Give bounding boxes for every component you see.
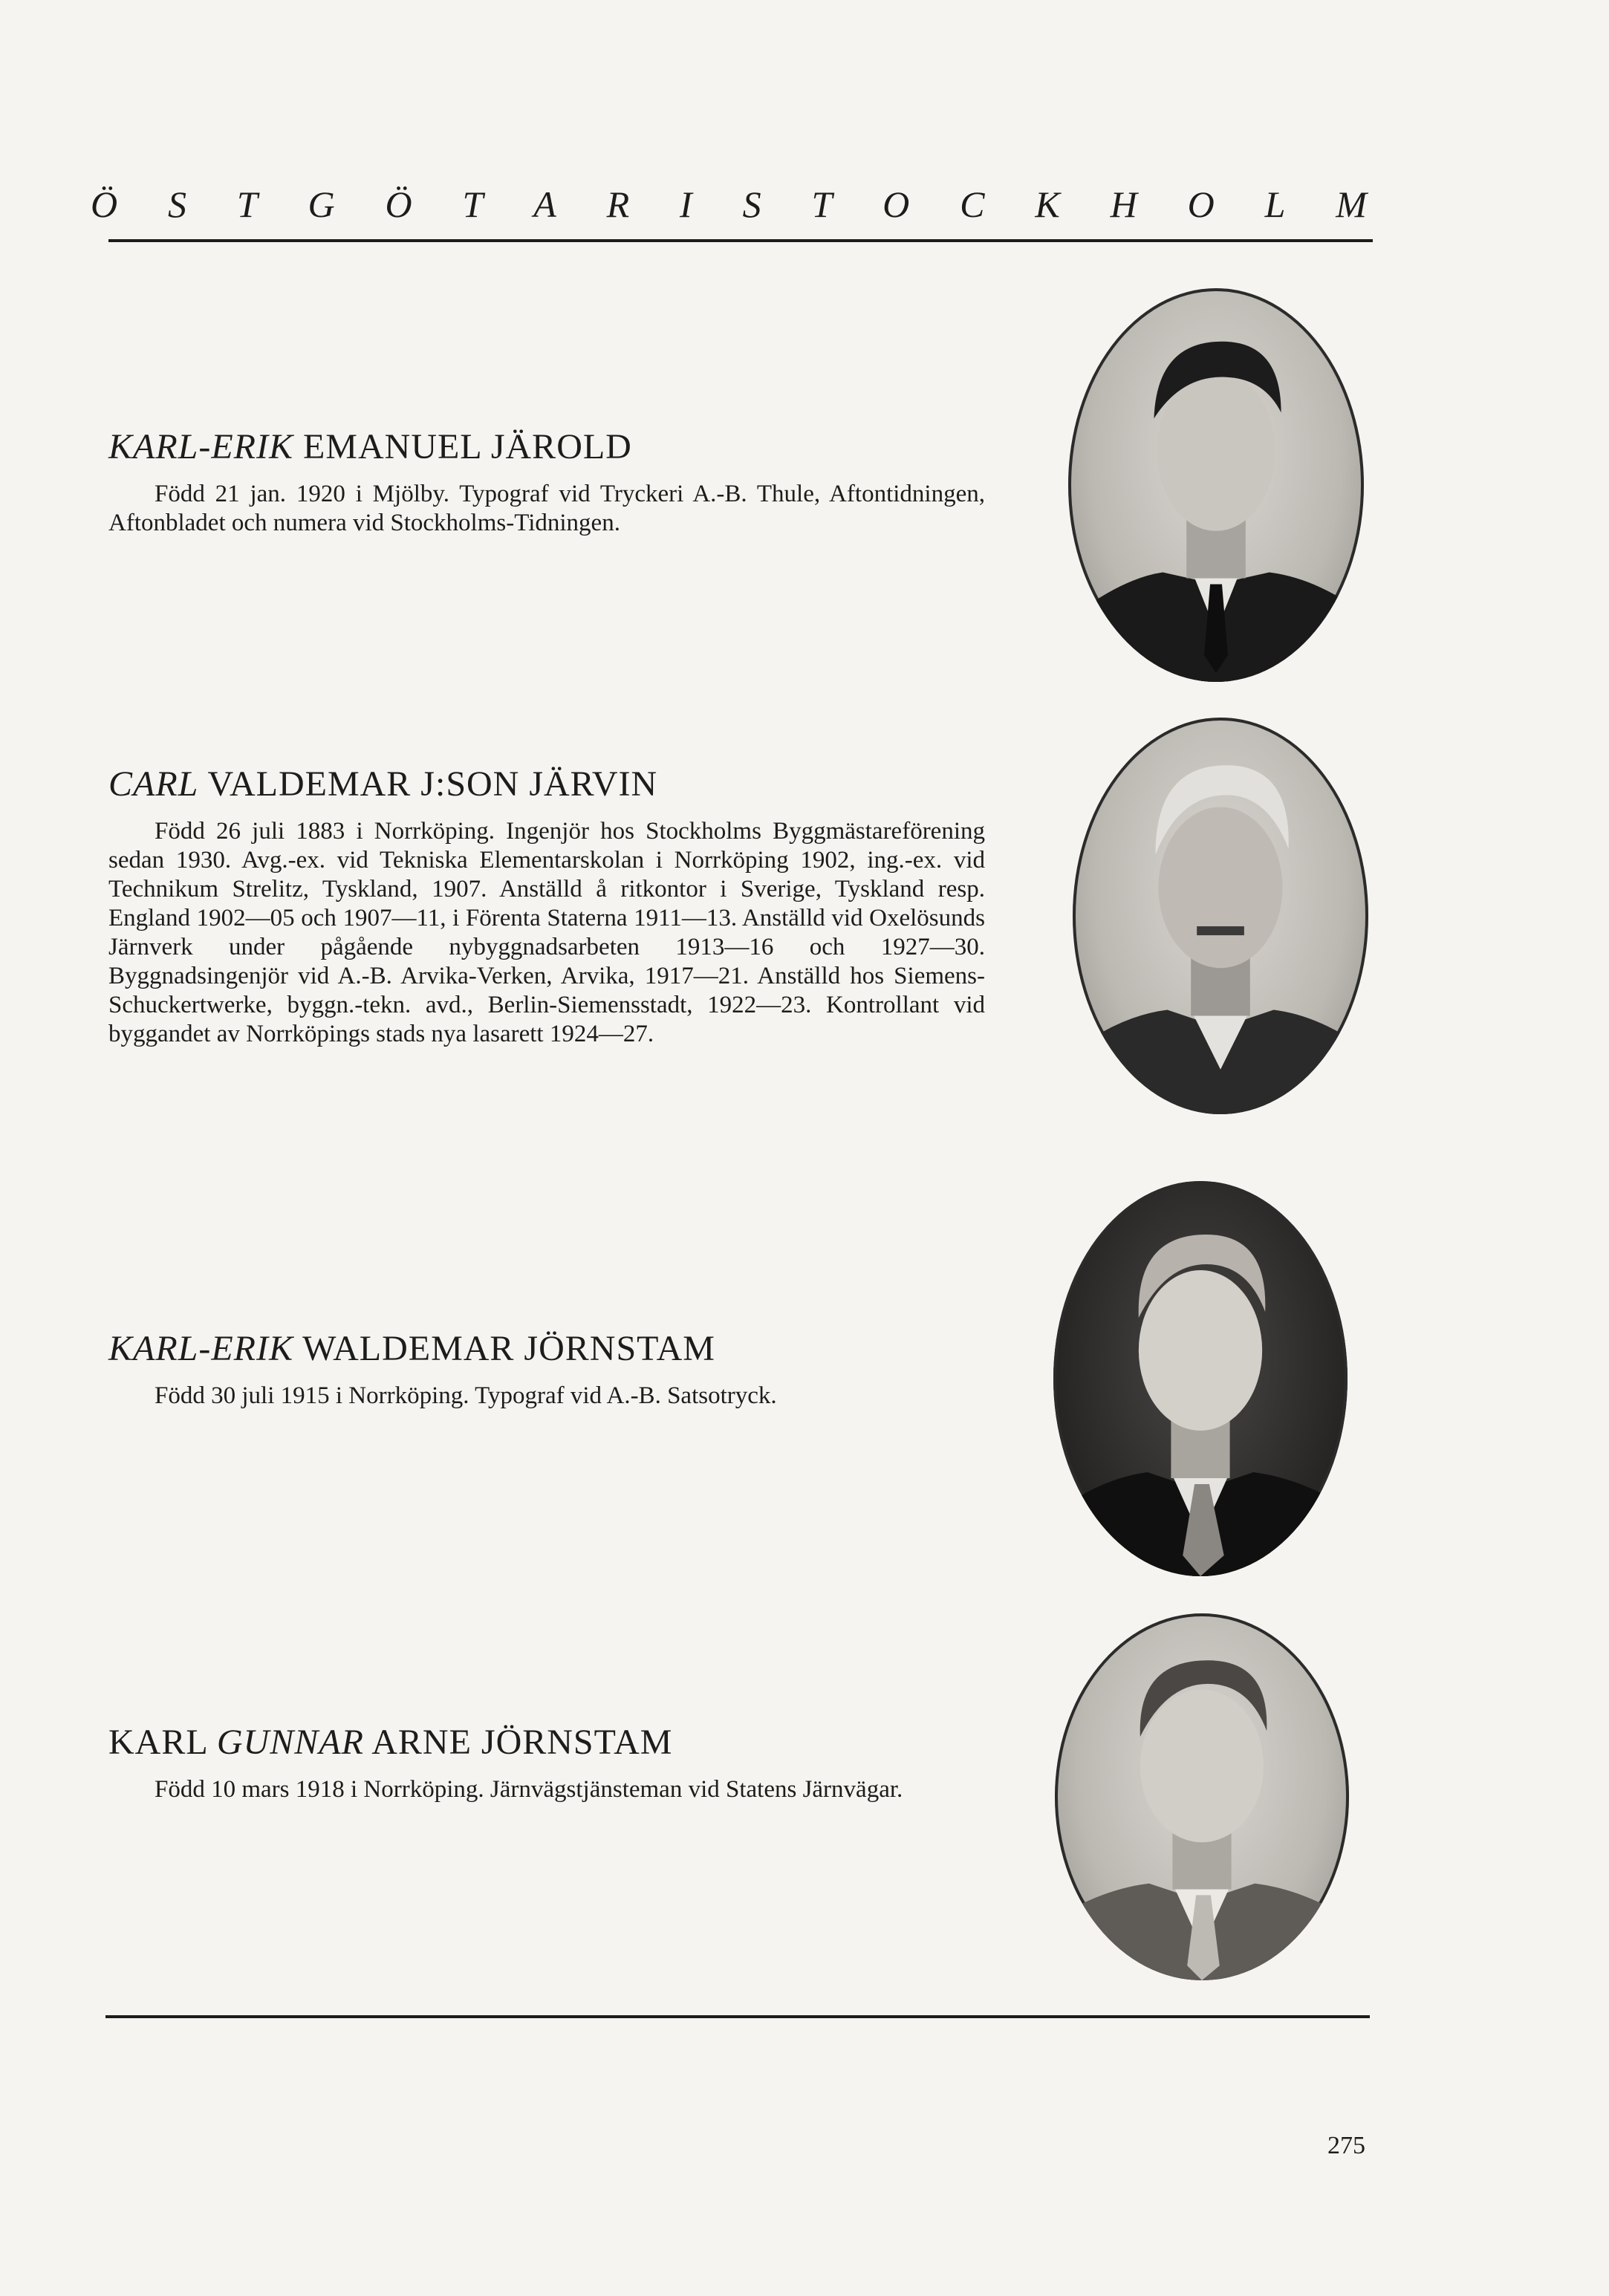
- running-head: [91, 183, 1368, 226]
- running-head-letter: T: [236, 183, 259, 225]
- running-head-letter: Ö: [385, 183, 414, 225]
- running-head-letter: T: [811, 183, 834, 225]
- person-bio: Född 30 juli 1915 i Norrköping. Typograf vid A.-B. Satsotryck.: [155, 1382, 777, 1409]
- name-italic: KARL-ERIK: [108, 427, 293, 466]
- page-number: 275: [1327, 2132, 1365, 2159]
- person-bio: Född 10 mars 1918 i Norrköping. Järnvägstjänsteman vid Statens Järnvägar.: [155, 1776, 903, 1803]
- running-head-letter: L: [1264, 183, 1287, 225]
- person-name: [108, 1720, 985, 1765]
- running-head-letter: Ö: [91, 183, 120, 225]
- person-name: [108, 425, 985, 469]
- running-head-letter: T: [462, 183, 485, 225]
- name-rest: ARNE JÖRNSTAM: [363, 1723, 673, 1762]
- header-rule: [108, 239, 1373, 242]
- running-head-letter: G: [308, 183, 337, 225]
- name-italic: KARL-ERIK: [108, 1329, 293, 1368]
- running-head-letter: I: [680, 183, 694, 225]
- person-bio: Född 26 juli 1883 i Norrköping. Ingenjör hos Stockholms Byggmästareförening sedan 1930. Avg.-ex. vid Tekniska Elementarskolan i Norrköping 1902, ing.-ex. vid Technikum Strelitz, Tyskland, 1907. Anställd å ritkontor i Sverige, Tyskland resp. England 1902—05 och 1907—11, i Förenta Staterna 1911—13. Anställd vid Oxelösunds Järnverk under pågående nybyggnadsarbeten 1913—16 och 1927—30. Byggnadsingenjör vid A.-B. Arvika-Verken, Arvika, 1917—21. Anställd hos Siemens-Schuckertwerke, byggn.-tekn. avd., Berlin-Siemensstadt, 1922—23. Kontrollant vid byggandet av Norrköpings stads nya lasarett 1924—27.: [108, 818, 985, 1047]
- running-head-letter: S: [742, 183, 763, 225]
- running-head-letter: S: [167, 183, 188, 225]
- portrait-photo: [1055, 1613, 1349, 1980]
- running-head-letter: R: [606, 183, 631, 225]
- running-head-letter: C: [960, 183, 986, 225]
- biography-entry: [108, 1327, 985, 1411]
- name-rest: EMANUEL JÄROLD: [293, 427, 632, 466]
- biography-entry: [108, 1720, 985, 1804]
- name-rest: WALDEMAR JÖRNSTAM: [293, 1329, 715, 1368]
- running-head-letter: O: [882, 183, 911, 225]
- running-head-letter: A: [533, 183, 558, 225]
- portrait-photo: [1053, 1181, 1348, 1576]
- name-italic: GUNNAR: [216, 1723, 364, 1762]
- name-prefix: KARL: [108, 1723, 217, 1762]
- portrait-photo: [1073, 718, 1368, 1114]
- person-name: [108, 762, 985, 807]
- person-bio: Född 21 jan. 1920 i Mjölby. Typograf vid Tryckeri A.-B. Thule, Aftontidningen, Aftonbladet och numera vid Stockholms-Tidningen.: [108, 481, 985, 536]
- biography-entry: [108, 425, 985, 538]
- portrait-photo: [1068, 288, 1364, 682]
- footer-rule: [105, 2015, 1370, 2018]
- biography-entry: [108, 762, 985, 1049]
- running-head-letter: H: [1110, 183, 1139, 225]
- person-name: [108, 1327, 985, 1371]
- running-head-letter: O: [1187, 183, 1216, 225]
- running-head-letter: K: [1035, 183, 1062, 225]
- running-head-letter: M: [1336, 183, 1368, 225]
- name-rest: VALDEMAR J:SON JÄRVIN: [198, 764, 658, 804]
- name-italic: CARL: [108, 764, 199, 804]
